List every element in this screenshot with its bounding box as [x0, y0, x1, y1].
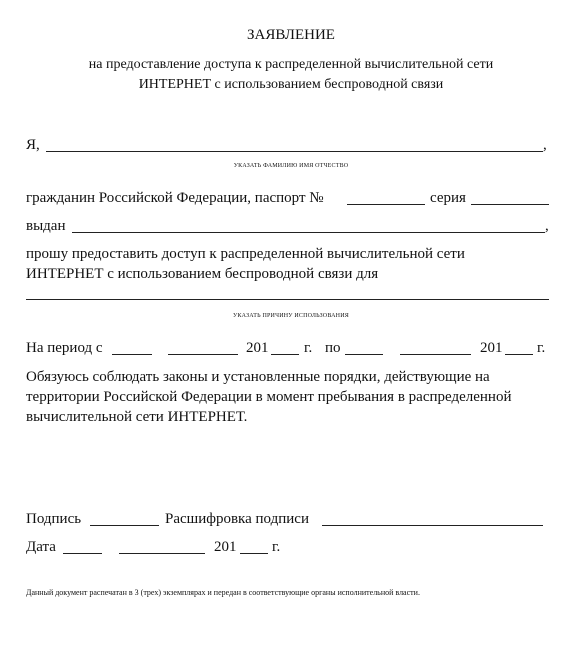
period-end-year-field[interactable]	[505, 354, 533, 355]
period-end-year-prefix: 201	[480, 340, 503, 356]
date-g: г.	[272, 539, 281, 555]
date-year-field[interactable]	[240, 553, 268, 554]
period-start-month-field[interactable]	[168, 354, 238, 355]
obligation-line1: Обязуюсь соблюдать законы и установленные порядки, действующие на	[26, 369, 490, 385]
document-title: ЗАЯВЛЕНИЕ	[247, 27, 335, 43]
issued-label: выдан	[26, 218, 66, 234]
usage-reason-field[interactable]	[26, 299, 549, 300]
date-month-field[interactable]	[119, 553, 205, 554]
document-subtitle-line1: на предоставление доступа к распределенной вычислительной сети	[88, 57, 494, 72]
period-end-month-field[interactable]	[400, 354, 471, 355]
period-end-day-field[interactable]	[345, 354, 383, 355]
period-start-g: г.	[304, 340, 313, 356]
period-start-year-prefix: 201	[246, 340, 269, 356]
request-line2: ИНТЕРНЕТ с использованием беспроводной связи для	[26, 266, 379, 282]
request-line1: прошу предоставить доступ к распределенной вычислительной сети	[26, 246, 465, 262]
issued-by-field[interactable]	[72, 232, 545, 233]
period-label: На период с	[26, 340, 103, 356]
obligation-line2: территории Российской Федерации в момент пребывания в распределенной	[26, 389, 512, 405]
name-prefix: Я,	[26, 137, 40, 153]
date-label: Дата	[26, 539, 56, 555]
date-day-field[interactable]	[63, 553, 102, 554]
citizen-text: гражданин Российской Федерации, паспорт №	[26, 190, 324, 206]
footer-note: Данный документ распечатан в 3 (трех) экземплярах и передан в соответствующие органы исполнительной власти.	[26, 588, 420, 597]
usage-reason-hint: УКАЗАТЬ ПРИЧИНУ ИСПОЛЬЗОВАНИЯ	[233, 313, 349, 319]
date-year-prefix: 201	[214, 539, 237, 555]
obligation-line3: вычислительной сети ИНТЕРНЕТ.	[26, 409, 248, 425]
name-suffix: ,	[543, 137, 547, 153]
full-name-hint: УКАЗАТЬ ФАМИЛИЮ ИМЯ ОТЧЕСТВО	[233, 163, 349, 169]
period-start-year-field[interactable]	[271, 354, 299, 355]
document-subtitle-line2: ИНТЕРНЕТ с использованием беспроводной связи	[138, 77, 444, 92]
passport-number-field[interactable]	[347, 204, 425, 205]
period-to-label: по	[325, 340, 341, 356]
full-name-field[interactable]	[46, 151, 543, 152]
signature-decoding-field[interactable]	[322, 525, 543, 526]
issued-suffix: ,	[545, 218, 549, 234]
series-label: серия	[430, 190, 466, 206]
signature-field[interactable]	[90, 525, 159, 526]
signature-decoding-label: Расшифровка подписи	[165, 511, 309, 527]
period-end-g: г.	[537, 340, 546, 356]
passport-series-field[interactable]	[471, 204, 549, 205]
period-start-day-field[interactable]	[112, 354, 152, 355]
signature-label: Подпись	[26, 511, 82, 527]
